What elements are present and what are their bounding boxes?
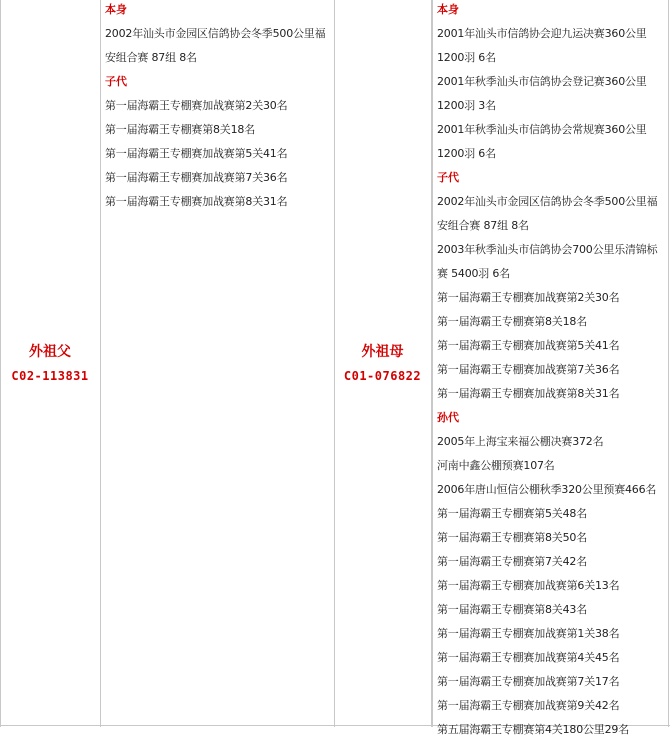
maternal-grandsire-records bbox=[105, 0, 330, 214]
record-line: 2001年秋季汕头市信鸽协会常规赛360公里 bbox=[437, 123, 647, 136]
maternal-granddam-label: 外祖母 bbox=[361, 344, 404, 360]
column-divider bbox=[432, 0, 433, 727]
record-line: 2006年唐山恒信公棚秋季320公里预赛466名 bbox=[437, 483, 657, 496]
record-line: 第一届海霸王专棚赛加战赛第4关45名 bbox=[437, 651, 620, 664]
record-line: 第一届海霸王专棚赛第8关18名 bbox=[105, 123, 255, 136]
record-line: 第一届海霸王专棚赛第8关18名 bbox=[437, 315, 587, 328]
record-line: 第一届海霸王专棚赛加战赛第8关31名 bbox=[105, 195, 288, 208]
offspring-heading: 子代 bbox=[105, 75, 127, 88]
record-line: 1200羽 3名 bbox=[437, 99, 496, 112]
maternal-granddam-records bbox=[437, 0, 667, 742]
self-heading: 本身 bbox=[105, 3, 127, 16]
record-line: 第一届海霸王专棚赛加战赛第2关30名 bbox=[437, 291, 620, 304]
record-line: 第一届海霸王专棚赛第8关43名 bbox=[437, 603, 587, 616]
record-line: 第一届海霸王专棚赛加战赛第2关30名 bbox=[105, 99, 288, 112]
table-border-right bbox=[668, 0, 669, 727]
record-line: 2002年汕头市金园区信鸽协会冬季500公里福 bbox=[105, 27, 326, 40]
maternal-grandsire-ring-id: C02-113831 bbox=[11, 369, 89, 383]
record-line: 第一届海霸王专棚赛加战赛第7关17名 bbox=[437, 675, 620, 688]
record-line: 第一届海霸王专棚赛加战赛第7关36名 bbox=[105, 171, 288, 184]
record-line: 赛 5400羽 6名 bbox=[437, 267, 510, 280]
record-line: 第一届海霸王专棚赛第8关50名 bbox=[437, 531, 587, 544]
record-line: 第一届海霸王专棚赛加战赛第5关41名 bbox=[105, 147, 288, 160]
grand-offspring-heading: 孙代 bbox=[437, 411, 459, 424]
record-line: 第一届海霸王专棚赛加战赛第9关42名 bbox=[437, 699, 620, 712]
record-line: 第五届海霸王专棚赛第4关180公里29名 bbox=[437, 723, 629, 736]
record-line: 安组合赛 87组 8名 bbox=[437, 219, 529, 232]
offspring-heading: 子代 bbox=[437, 171, 459, 184]
maternal-grandsire-label: 外祖父 bbox=[29, 344, 71, 360]
record-line: 1200羽 6名 bbox=[437, 51, 496, 64]
record-line: 2003年秋季汕头市信鸽协会700公里乐清锦标 bbox=[437, 243, 658, 256]
maternal-granddam-ring-id: C01-076822 bbox=[343, 369, 422, 383]
record-line: 2005年上海宝来福公棚决赛372名 bbox=[437, 435, 604, 448]
record-line: 第一届海霸王专棚赛加战赛第5关41名 bbox=[437, 339, 620, 352]
record-line: 第一届海霸王专棚赛加战赛第7关36名 bbox=[437, 363, 620, 376]
record-line: 安组合赛 87组 8名 bbox=[105, 51, 197, 64]
maternal-granddam-label-cell bbox=[334, 342, 431, 386]
record-line: 1200羽 6名 bbox=[437, 147, 496, 160]
self-heading: 本身 bbox=[437, 3, 459, 16]
record-line: 第一届海霸王专棚赛加战赛第1关38名 bbox=[437, 627, 620, 640]
record-line: 第一届海霸王专棚赛第5关48名 bbox=[437, 507, 587, 520]
record-line: 第一届海霸王专棚赛第7关42名 bbox=[437, 555, 587, 568]
record-line: 河南中鑫公棚预赛107名 bbox=[437, 459, 555, 472]
record-line: 第一届海霸王专棚赛加战赛第6关13名 bbox=[437, 579, 620, 592]
record-line: 2002年汕头市金园区信鸽协会冬季500公里福 bbox=[437, 195, 658, 208]
record-line: 2001年汕头市信鸽协会迎九运决赛360公里 bbox=[437, 27, 647, 40]
record-line: 第一届海霸王专棚赛加战赛第8关31名 bbox=[437, 387, 620, 400]
record-line: 2001年秋季汕头市信鸽协会登记赛360公里 bbox=[437, 75, 647, 88]
maternal-grandsire-label-cell bbox=[0, 342, 100, 386]
column-divider bbox=[100, 0, 101, 727]
